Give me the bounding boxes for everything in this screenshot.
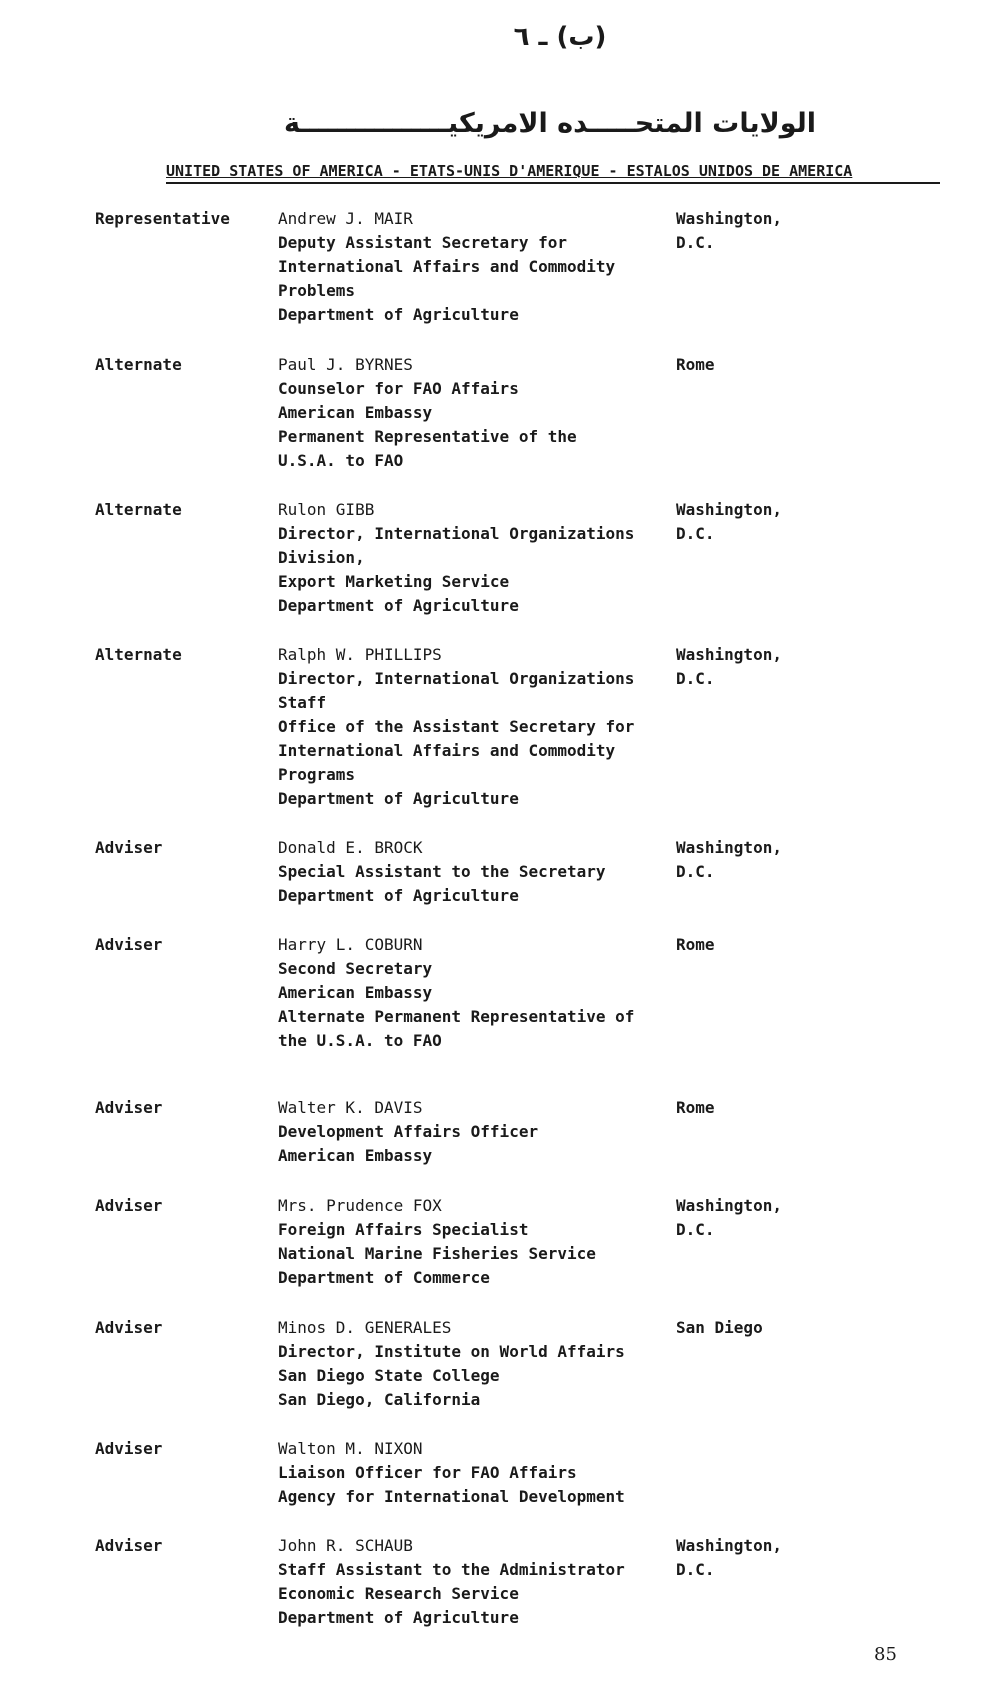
delegate-role: Adviser bbox=[95, 935, 163, 954]
delegate-details bbox=[278, 498, 678, 618]
country-name-multilingual: UNITED STATES OF AMERICA - ETATS-UNIS D'AMERIQUE - ESTALOS UNIDOS DE AMERICA bbox=[166, 162, 940, 184]
delegate-city: Rome bbox=[676, 355, 715, 374]
delegate-detail-line: Permanent Representative of the bbox=[278, 427, 577, 446]
delegate-detail-line: Staff bbox=[278, 693, 327, 712]
delegate-detail-line: Export Marketing Service bbox=[278, 572, 510, 591]
delegate-details bbox=[278, 207, 678, 327]
country-name-arabic: الولايات المتحـــــده الامريكيــــــــــــــــة bbox=[283, 108, 817, 139]
delegate-details bbox=[278, 1437, 678, 1509]
delegate-role: Adviser bbox=[95, 1318, 163, 1337]
delegate-detail-line: Department of Agriculture bbox=[278, 305, 519, 324]
delegate-name: Harry L. COBURN bbox=[278, 935, 423, 954]
delegate-name: Walton M. NIXON bbox=[278, 1439, 423, 1458]
delegate-location bbox=[676, 353, 836, 377]
delegate-role: Adviser bbox=[95, 1439, 163, 1458]
delegate-name: Mrs. Prudence FOX bbox=[278, 1196, 442, 1215]
delegate-detail-line: Deputy Assistant Secretary for bbox=[278, 233, 567, 252]
delegate-name: Donald E. BROCK bbox=[278, 838, 423, 857]
delegate-detail-line: International Affairs and Commodity bbox=[278, 741, 616, 760]
delegate-details bbox=[278, 836, 678, 908]
delegate-detail-line: the U.S.A. to FAO bbox=[278, 1031, 442, 1050]
delegate-city: D.C. bbox=[676, 524, 715, 543]
delegate-city: D.C. bbox=[676, 233, 715, 252]
delegate-detail-line: Second Secretary bbox=[278, 959, 433, 978]
delegate-location bbox=[676, 836, 836, 884]
delegate-city: Washington, bbox=[676, 1536, 782, 1555]
delegate-detail-line: Agency for International Development bbox=[278, 1487, 625, 1506]
delegate-detail-line: Office of the Assistant Secretary for bbox=[278, 717, 635, 736]
delegate-detail-line: Special Assistant to the Secretary bbox=[278, 862, 606, 881]
delegate-detail-line: Alternate Permanent Representative of bbox=[278, 1007, 635, 1026]
delegate-detail-line: National Marine Fisheries Service bbox=[278, 1244, 596, 1263]
delegate-city: D.C. bbox=[676, 669, 715, 688]
delegate-location bbox=[676, 1096, 836, 1120]
delegate-location bbox=[676, 1194, 836, 1242]
delegate-detail-line: Economic Research Service bbox=[278, 1584, 519, 1603]
delegate-detail-line: American Embassy bbox=[278, 983, 433, 1002]
delegate-role: Adviser bbox=[95, 838, 163, 857]
delegate-detail-line: American Embassy bbox=[278, 403, 433, 422]
delegate-location bbox=[676, 933, 836, 957]
delegate-detail-line: Director, Institute on World Affairs bbox=[278, 1342, 625, 1361]
delegate-city: Rome bbox=[676, 935, 715, 954]
delegate-details bbox=[278, 1534, 678, 1630]
delegate-detail-line: San Diego State College bbox=[278, 1366, 500, 1385]
delegate-detail-line: International Affairs and Commodity bbox=[278, 257, 616, 276]
delegate-location bbox=[676, 207, 836, 255]
delegate-name: Paul J. BYRNES bbox=[278, 355, 413, 374]
page-number: 85 bbox=[874, 1644, 897, 1665]
delegate-name: Ralph W. PHILLIPS bbox=[278, 645, 442, 664]
delegate-city: Washington, bbox=[676, 1196, 782, 1215]
delegate-details bbox=[278, 933, 678, 1053]
delegate-detail-line: Staff Assistant to the Administrator bbox=[278, 1560, 625, 1579]
delegate-details bbox=[278, 1096, 678, 1168]
delegate-city: D.C. bbox=[676, 1220, 715, 1239]
delegate-role: Alternate bbox=[95, 500, 182, 519]
delegate-role: Alternate bbox=[95, 355, 182, 374]
delegate-detail-line: U.S.A. to FAO bbox=[278, 451, 404, 470]
delegate-detail-line: San Diego, California bbox=[278, 1390, 481, 1409]
page-reference: (ب) ـ ٦ bbox=[513, 22, 607, 52]
delegate-city: Rome bbox=[676, 1098, 715, 1117]
delegate-name: Walter K. DAVIS bbox=[278, 1098, 423, 1117]
delegate-city: Washington, bbox=[676, 838, 782, 857]
delegate-detail-line: Department of Agriculture bbox=[278, 1608, 519, 1627]
delegate-city: D.C. bbox=[676, 862, 715, 881]
delegate-name: Andrew J. MAIR bbox=[278, 209, 413, 228]
delegate-detail-line: Director, International Organizations bbox=[278, 524, 635, 543]
delegate-city: Washington, bbox=[676, 500, 782, 519]
delegate-detail-line: Department of Agriculture bbox=[278, 596, 519, 615]
delegate-role: Adviser bbox=[95, 1196, 163, 1215]
delegate-name: Rulon GIBB bbox=[278, 500, 375, 519]
delegate-role: Adviser bbox=[95, 1536, 163, 1555]
delegate-role: Representative bbox=[95, 209, 230, 228]
delegate-detail-line: American Embassy bbox=[278, 1146, 433, 1165]
delegate-city: San Diego bbox=[676, 1318, 763, 1337]
delegate-city: D.C. bbox=[676, 1560, 715, 1579]
delegate-detail-line: Counselor for FAO Affairs bbox=[278, 379, 519, 398]
delegate-detail-line: Liaison Officer for FAO Affairs bbox=[278, 1463, 577, 1482]
delegate-detail-line: Division, bbox=[278, 548, 365, 567]
delegate-detail-line: Problems bbox=[278, 281, 356, 300]
delegate-detail-line: Department of Agriculture bbox=[278, 789, 519, 808]
delegate-details bbox=[278, 1194, 678, 1290]
delegate-detail-line: Department of Agriculture bbox=[278, 886, 519, 905]
delegate-name: Minos D. GENERALES bbox=[278, 1318, 452, 1337]
delegate-name: John R. SCHAUB bbox=[278, 1536, 413, 1555]
delegate-location bbox=[676, 643, 836, 691]
delegate-location bbox=[676, 1534, 836, 1582]
delegate-details bbox=[278, 353, 678, 473]
delegate-location bbox=[676, 1316, 836, 1340]
delegate-detail-line: Development Affairs Officer bbox=[278, 1122, 539, 1141]
delegate-detail-line: Department of Commerce bbox=[278, 1268, 490, 1287]
delegate-detail-line: Programs bbox=[278, 765, 356, 784]
delegate-details bbox=[278, 1316, 678, 1412]
delegate-detail-line: Foreign Affairs Specialist bbox=[278, 1220, 529, 1239]
delegate-role: Adviser bbox=[95, 1098, 163, 1117]
delegate-city: Washington, bbox=[676, 209, 782, 228]
delegate-details bbox=[278, 643, 678, 811]
delegate-location bbox=[676, 498, 836, 546]
delegate-role: Alternate bbox=[95, 645, 182, 664]
delegate-city: Washington, bbox=[676, 645, 782, 664]
delegate-detail-line: Director, International Organizations bbox=[278, 669, 635, 688]
